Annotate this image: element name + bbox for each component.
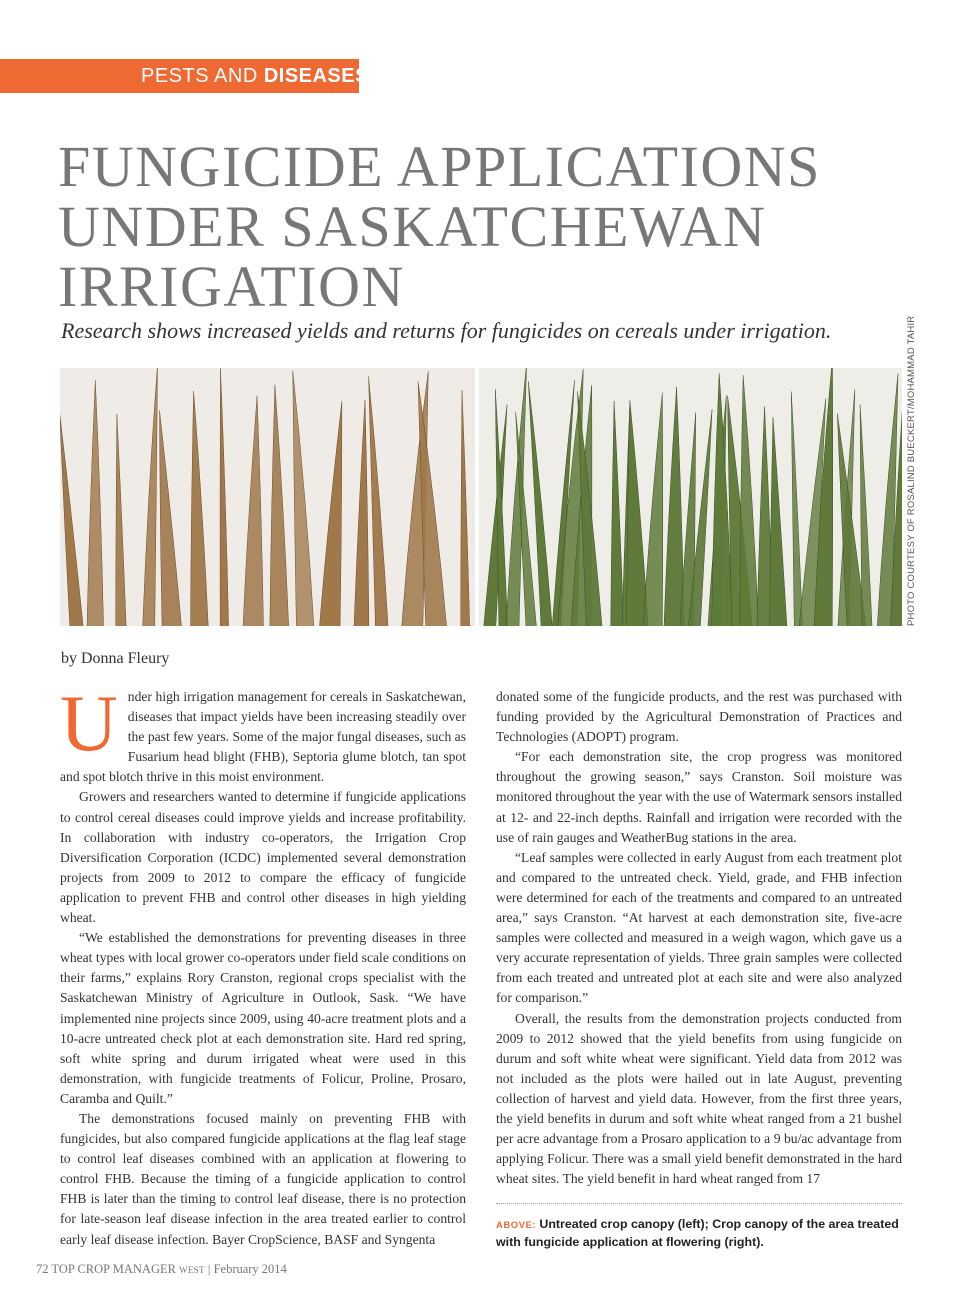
paragraph: “For each demonstration site, the crop progress was monitored throughout the growing season,” says Cranston. Soil moisture was monitored throughout the year with the use of Watermark sensors installed at 12- and 22-inch depths. Rainfall and irrigation were recorded with the use of rain gauges and WeatherBug stations in the area. xyxy=(496,749,902,845)
caption-label: ABOVE: xyxy=(496,1220,536,1231)
issue-date: February 2014 xyxy=(213,1262,287,1276)
article-headline: FUNGICIDE APPLICATIONS UNDER SASKATCHEWAN IRRIGATION xyxy=(58,134,821,319)
paragraph: donated some of the fungicide products, and the rest was purchased with funding provided by the Agricultural Demonstration of Practices and Technologies (ADOPT) program. xyxy=(496,689,902,745)
caption-text: Untreated crop canopy (left); Crop canopy of the area treated with fungicide application at flowering (right). xyxy=(496,1217,899,1249)
photo-treated-leaves xyxy=(479,368,902,626)
paragraph: Overall, the results from the demonstration projects conducted from 2009 to 2012 showed that the yield benefits from using fungicide on durum and soft white wheat were significant. Yield data from 2012 was not included as the plots were hailed out in late August, preventing collection of harvest and yield data. However, from the first three years, the yield benefits in durum and soft white wheat ranged from a 21 bushel per acre advantage from a Prosaro application to a 9 bu/ac advantage from applying Folicur. There was a small yield benefit demonstrated in the hard wheat sites. The yield benefit in hard wheat ranged from 17 xyxy=(496,1010,902,1187)
paragraph: “We established the demonstrations for preventing diseases in three wheat types with local grower co-operators under field scale conditions on their farms,” explains Rory Cranston, regional crops specialist with the Saskatchewan Ministry of Agriculture in Outlook, Sask. “We have implemented nine projects since 2009, using 40-acre treatment plots and a 10-acre untreated check plot at each demonstration site. Hard red spring, soft white spring and durum irrigated wheat were used in this demonstration, with fungicide treatments of Folicur, Proline, Prosaro, Caramba and Quilt.” xyxy=(60,930,466,1106)
photo-untreated-leaves xyxy=(60,368,475,626)
magazine-name: TOP CROP MANAGER xyxy=(48,1262,180,1276)
paragraph: nder high irrigation management for cereals in Saskatchewan, diseases that impact yields have been increasing steadily over the past few years. Some of the major fungal diseases, such as Fusarium head blight (FHB), Septoria glume blotch, tan spot and spot blotch thrive in this moist environment. xyxy=(60,689,466,785)
paragraph: Growers and researchers wanted to determine if fungicide applications to control cereal diseases could improve yields and increase profitability. In collaboration with industry co-operators, the Irrigation Crop Diversification Corporation (ICDC) implemented several demonstration projects from 2009 to 2012 to compare the efficacy of fungicide application to prevent FHB and control other diseases in high yielding wheat. xyxy=(60,789,466,926)
treated-leaves-image xyxy=(479,368,902,626)
page-number: 72 xyxy=(36,1262,49,1276)
photo-caption xyxy=(496,1216,902,1250)
article-column-left xyxy=(60,680,466,1250)
magazine-edition: WEST xyxy=(179,1265,205,1275)
paragraph: “Leaf samples were collected in early August from each treatment plot and compared to the untreated check. Yield, grade, and FHB infection were determined for each of the treatments and compared to an untreated area,” says Cranston. “At harvest at each demonstration site, five-acre samples were collected and measured in a weigh wagon, which gave us a very accurate representation of yields. Three grain samples were collected from each treated and untreated plot at each site and were also analyzed for comparison.” xyxy=(496,849,902,1006)
section-emphasis: DISEASES xyxy=(263,65,369,87)
article-deck: Research shows increased yields and returns for fungicides on cereals under irrigation. xyxy=(61,318,832,343)
section-prefix: PESTS AND xyxy=(141,65,264,87)
drop-cap: U xyxy=(60,680,118,768)
caption-divider xyxy=(496,1203,902,1204)
byline: by Donna Fleury xyxy=(61,650,170,667)
page-footer xyxy=(36,1262,287,1277)
paragraph: The demonstrations focused mainly on preventing FHB with fungicides, but also compared fungicide applications at the flag leaf stage to control leaf diseases combined with an application at flowering to control FHB. Because the timing of a fungicide application to control FHB is later than the timing to control leaf disease, there is no protection for late-season leaf disease infection in the area treated earlier to control early leaf disease infection. Bayer CropScience, BASF and Syngenta xyxy=(60,1110,466,1247)
section-banner xyxy=(0,59,369,93)
photo-credit: PHOTO COURTESY OF ROSALIND BUECKERT/MOHAMMAD TAHIR xyxy=(906,315,917,626)
article-column-right xyxy=(496,687,902,1189)
untreated-leaves-image xyxy=(60,368,475,626)
footer-separator: | xyxy=(204,1262,214,1276)
